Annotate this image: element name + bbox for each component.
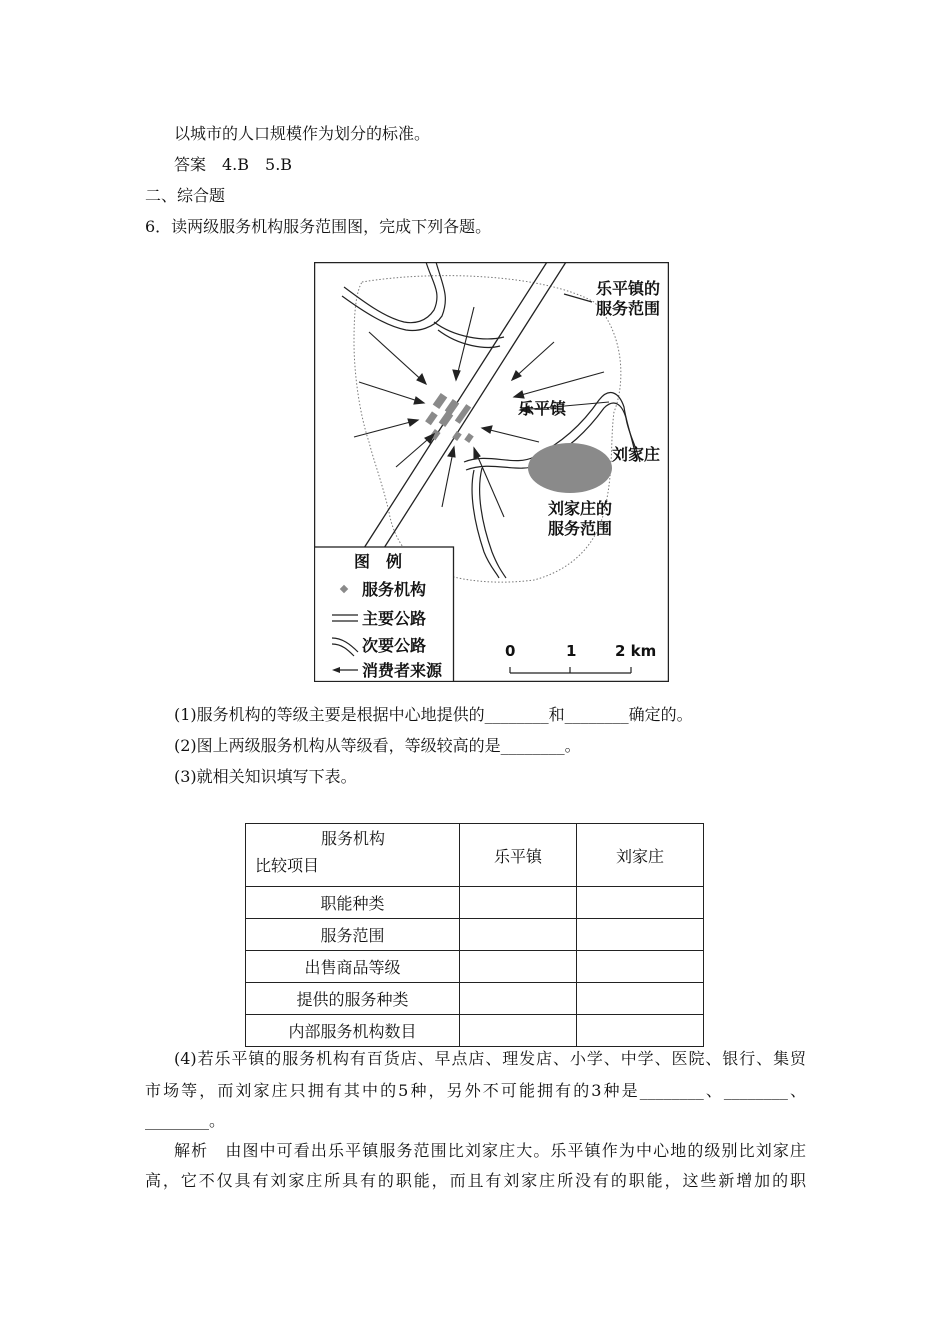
section-heading: 二、综合题 (145, 186, 226, 205)
table-row (246, 919, 704, 951)
subquestion-4-line-2: 市场等，而刘家庄只拥有其中的5种，另外不可能拥有的3种是________、________、 (145, 1081, 806, 1100)
question-6-stem: 6．读两级服务机构服务范围图，完成下列各题。 (145, 217, 492, 236)
answer-cell[interactable] (577, 983, 704, 1015)
subquestion-2: (2)图上两级服务机构从等级看，等级较高的是________。 (174, 736, 581, 755)
scale-0: 0 (505, 642, 516, 660)
analysis-line-1: 解析 由图中可看出乐平镇服务范围比刘家庄大。乐平镇作为中心地的级别比刘家庄 (174, 1141, 806, 1160)
scale-2: 2 km (615, 642, 657, 660)
table-row (246, 951, 704, 983)
answer-cell[interactable] (577, 951, 704, 983)
column-header-leping: 乐平镇 (460, 824, 577, 887)
subquestion-4-line-1: (4)若乐平镇的服务机构有百货店、早点店、理发店、小学、中学、医院、银行、集贸 (174, 1049, 806, 1068)
service-range-map (314, 262, 669, 682)
legend-consumer-label: 消费者来源 (362, 661, 443, 680)
answer-cell[interactable] (460, 919, 577, 951)
table-header-diagonal-cell (246, 824, 460, 887)
answer-cell[interactable] (460, 1015, 577, 1047)
answer-cell[interactable] (577, 919, 704, 951)
answer-line: 答案 4.B 5.B (174, 155, 293, 174)
liujiazhuang-range-label-2: 服务范围 (548, 519, 613, 538)
analysis-line-2: 高，它不仅具有刘家庄所具有的职能，而且有刘家庄所没有的职能，这些新增加的职 (145, 1171, 806, 1190)
column-header-liujiazhuang: 刘家庄 (577, 824, 704, 887)
row-label: 提供的服务种类 (246, 983, 460, 1015)
leping-range-label-2: 服务范围 (596, 299, 661, 318)
legend-minor-road-label: 次要公路 (362, 636, 427, 655)
answer-cell[interactable] (577, 1015, 704, 1047)
table-row (246, 983, 704, 1015)
table-row (246, 1015, 704, 1047)
subquestion-3: (3)就相关知识填写下表。 (174, 767, 357, 786)
table-row (246, 887, 704, 919)
legend-service-label: 服务机构 (362, 580, 427, 599)
answer-cell[interactable] (460, 983, 577, 1015)
header-service-institution: 服务机构 (321, 829, 386, 848)
liujiazhuang-area (528, 443, 612, 493)
row-label: 内部服务机构数目 (246, 1015, 460, 1047)
header-comparison-item: 比较项目 (255, 856, 320, 875)
text-line-1: 以城市的人口规模作为划分的标准。 (174, 124, 431, 143)
subquestion-1: (1)服务机构的等级主要是根据中心地提供的________和________确定的。 (174, 705, 693, 724)
row-label: 服务范围 (246, 919, 460, 951)
leping-range-label-1: 乐平镇的 (596, 279, 661, 298)
answer-cell[interactable] (577, 887, 704, 919)
row-label: 职能种类 (246, 887, 460, 919)
answer-cell[interactable] (460, 951, 577, 983)
leping-town-label: 乐平镇 (518, 399, 567, 418)
liujiazhuang-range-label-1: 刘家庄的 (548, 499, 613, 518)
liujiazhuang-label: 刘家庄 (612, 445, 661, 464)
subquestion-4-line-3: ________。 (145, 1111, 226, 1130)
row-label: 出售商品等级 (246, 951, 460, 983)
legend-main-road-label: 主要公路 (362, 609, 427, 628)
scale-1: 1 (566, 642, 577, 660)
legend-title: 图 例 (354, 552, 403, 571)
answer-cell[interactable] (460, 887, 577, 919)
comparison-table (245, 823, 704, 1047)
